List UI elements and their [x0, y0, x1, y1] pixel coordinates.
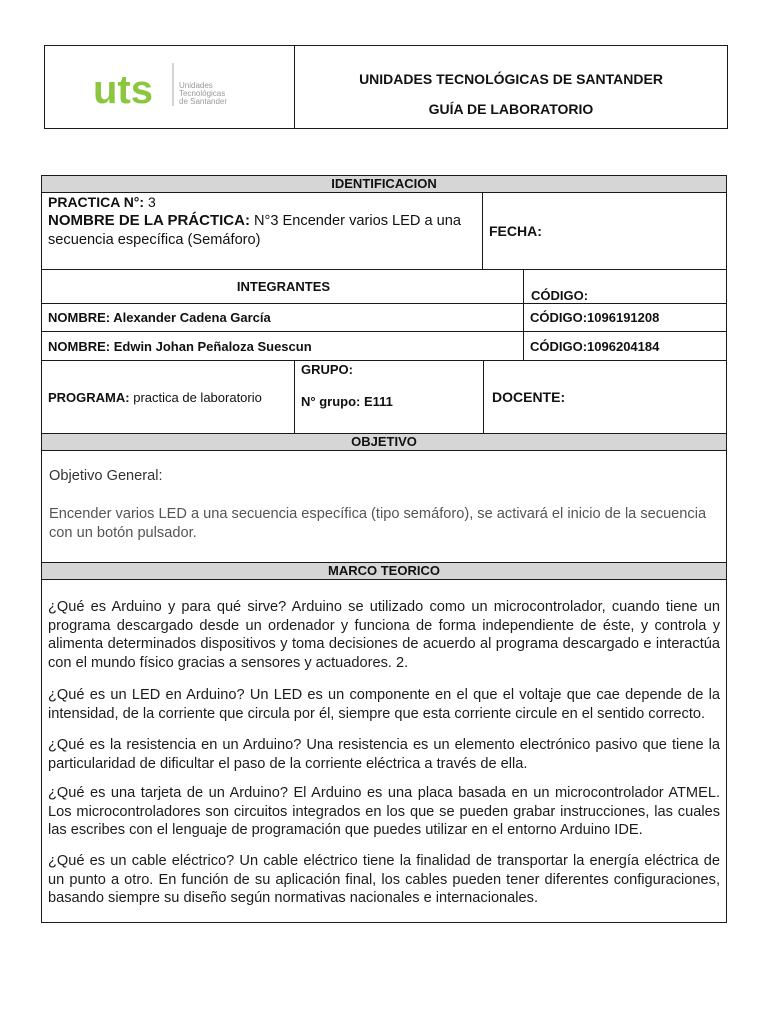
practica-value: 3 — [147, 194, 156, 210]
programa-cell — [41, 360, 295, 434]
practica-cell — [41, 192, 483, 270]
nombre-practica-label: NOMBRE DE LA PRÁCTICA: — [48, 212, 250, 229]
objetivo-body — [41, 450, 727, 563]
header-title-block — [295, 46, 727, 128]
member-name: NOMBRE: Edwin Johan Peñaloza Suescun — [41, 331, 524, 361]
fecha-label: FECHA: — [489, 223, 542, 239]
logo-subtext-line: Unidades — [179, 81, 213, 90]
member-name: NOMBRE: Alexander Cadena García — [41, 303, 524, 332]
member-code: CÓDIGO:1096204184 — [523, 331, 727, 361]
logo-subtext-line: de Santander — [179, 97, 228, 106]
numero-grupo: N° grupo: E111 — [301, 394, 393, 409]
programa-value: practica de laboratorio — [133, 390, 262, 405]
practica-line — [48, 194, 156, 210]
marco-paragraph: ¿Qué es un cable eléctrico? Un cable eléctrico tiene la finalidad de transportar la energía eléctrica de un punto a otro. En función de su aplicación final, los cables pueden tener diferentes configuraciones, basando siempre su diseño según normativas nacionales e internacionales. — [48, 853, 720, 906]
logo-wordmark: uts — [93, 68, 153, 112]
logo-subtext-line: Tecnológicas — [179, 89, 226, 98]
document-header — [44, 45, 728, 129]
guide-title: GUÍA DE LABORATORIO — [428, 101, 594, 117]
integrantes-cell — [41, 269, 524, 304]
marco-paragraph: ¿Qué es la resistencia en un Arduino? Una resistencia es un elemento electrónico pasivo que tiene la particularidad de dificultar el paso de la corriente eléctrica a través de ella. — [48, 737, 720, 772]
marco-body — [41, 579, 727, 923]
objetivo-heading: OBJETIVO — [41, 433, 727, 451]
uts-logo-graphic — [45, 46, 295, 128]
marco-paragraph: ¿Qué es una tarjeta de un Arduino? El Arduino es una placa basada en un microcontrolador ATMEL. Los microcontroladores son circuitos integrados en los que se pueden grabar instrucciones, las cuales las escribes con el lenguaje de programación que puedes utilizar en el entorno Arduino IDE. — [48, 785, 720, 838]
grupo-label: GRUPO: — [301, 362, 353, 377]
integrantes-label: INTEGRANTES — [236, 279, 331, 294]
marco-paragraph: ¿Qué es un LED en Arduino? Un LED es un componente en el que el voltaje que cae depende de la intensidad, de la corriente que circula por él, siempre que esta corriente circule en el sentido correcto. — [48, 687, 720, 722]
marco-heading: MARCO TEORICO — [41, 562, 727, 580]
institution-name: UNIDADES TECNOLÓGICAS DE SANTANDER — [359, 71, 663, 87]
practica-label: PRACTICA N°: — [48, 194, 145, 210]
objetivo-text: Encender varios LED a una secuencia específica (tipo semáforo), se activará el inicio de la secuencia con un botón pulsador. — [49, 506, 707, 541]
docente-label: DOCENTE: — [492, 389, 566, 405]
marco-paragraph: ¿Qué es Arduino y para qué sirve? Arduino se utilizado como un microcontrolador, cuando tiene un programa descargado desde un ordenador y funciona de forma independiente de éste, y controla y alimenta determinados dispositivos y toma decisiones de acuerdo al programa descargado e interactúa con el mundo físico gracias a sensores y actuadores. 2. — [48, 599, 720, 671]
grupo-cell — [294, 360, 484, 434]
objetivo-general-label: Objetivo General: — [49, 468, 163, 484]
docente-cell — [483, 360, 727, 434]
nombre-practica-value: N°3 Encender varios LED a una secuencia específica (Semáforo) — [48, 213, 462, 248]
programa-label: PROGRAMA: — [48, 390, 130, 405]
identificacion-heading: IDENTIFICACION — [41, 175, 727, 193]
codigo-label: CÓDIGO: — [531, 288, 589, 303]
uts-logo — [45, 46, 295, 128]
fecha-cell — [482, 192, 727, 270]
member-code: CÓDIGO:1096191208 — [523, 303, 727, 332]
programa-line — [48, 390, 262, 405]
codigo-header-cell — [523, 269, 727, 304]
nombre-practica — [48, 211, 476, 250]
